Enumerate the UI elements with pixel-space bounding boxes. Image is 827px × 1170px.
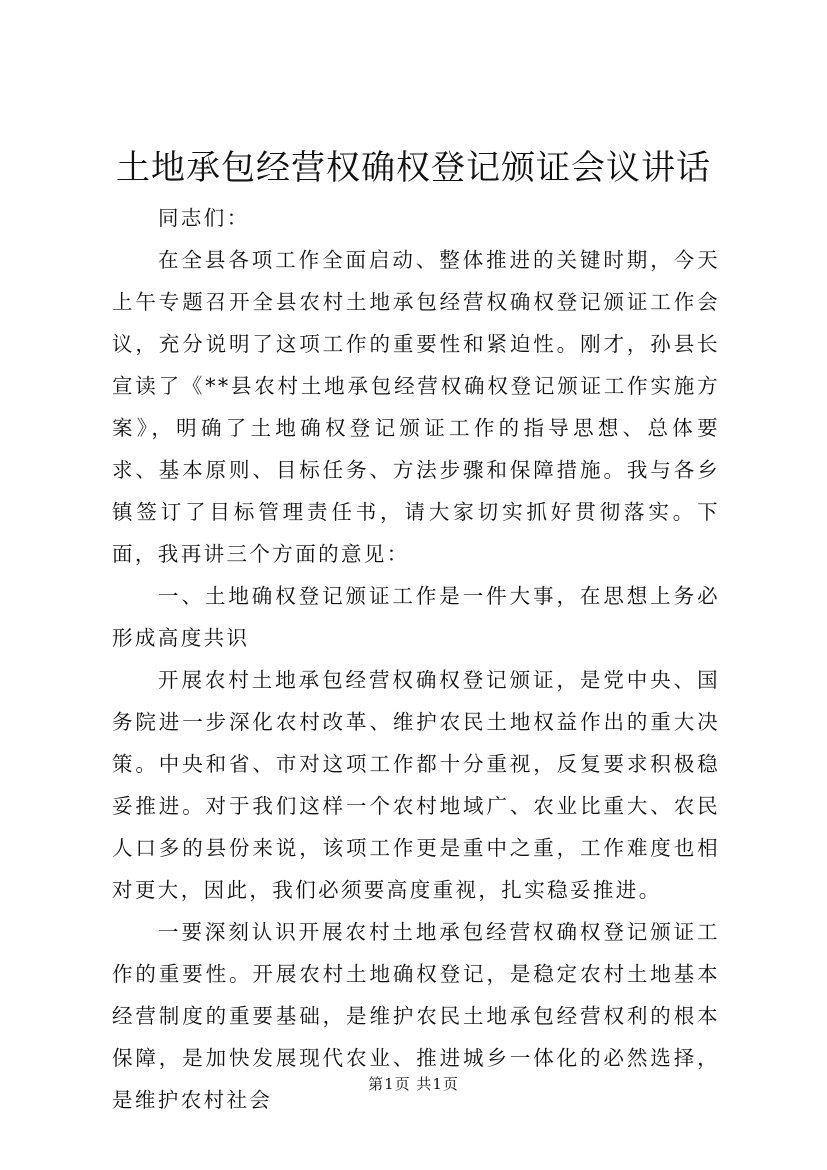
- document-body: [112, 197, 720, 1121]
- page-footer: 第1页 共1页: [368, 1075, 459, 1093]
- section-heading-1: 一、土地确权登记颁证工作是一件大事，在思想上务必形成高度共识: [112, 584, 720, 650]
- paragraph-intro: 在全县各项工作全面启动、整体推进的关键时期，今天上午专题召开全县农村土地承包经营权确权登记颁证工作会议，充分说明了这项工作的重要性和紧迫性。刚才，孙县长宣读了《**县农村土地承包经营权确权登记颁证工作实施方案》，明确了土地确权登记颁证工作的指导思想、总体要求、基本原则、目标任务、方法步骤和保障措施。我与各乡镇签订了目标管理责任书，请大家切实抓好贯彻落实。下面，我再讲三个方面的意见：: [112, 248, 720, 566]
- salutation: 同志们：: [158, 206, 250, 230]
- paragraph-section-1: 开展农村土地承包经营权确权登记颁证，是党中央、国务院进一步深化农村改革、维护农民土地权益作出的重大决策。中央和省、市对这项工作都十分重视，反复要求积极稳妥推进。对于我们这样一个农村地域广、农业比重大、农民人口多的县份来说，该项工作更是重中之重，工作难度也相对更大，因此，我们必须要高度重视，扎实稳妥推进。: [112, 668, 720, 902]
- document-title: 土地承包经营权确权登记颁证会议讲话: [116, 148, 711, 188]
- paragraph-point-1: 一要深刻认识开展农村土地承包经营权确权登记颁证工作的重要性。开展农村土地确权登记，是稳定农村土地基本经营制度的重要基础，是维护农民土地承包经营权利的根本保障，是加快发展现代农业、推进城乡一体化的必然选择，是维护农村社会: [112, 920, 720, 1112]
